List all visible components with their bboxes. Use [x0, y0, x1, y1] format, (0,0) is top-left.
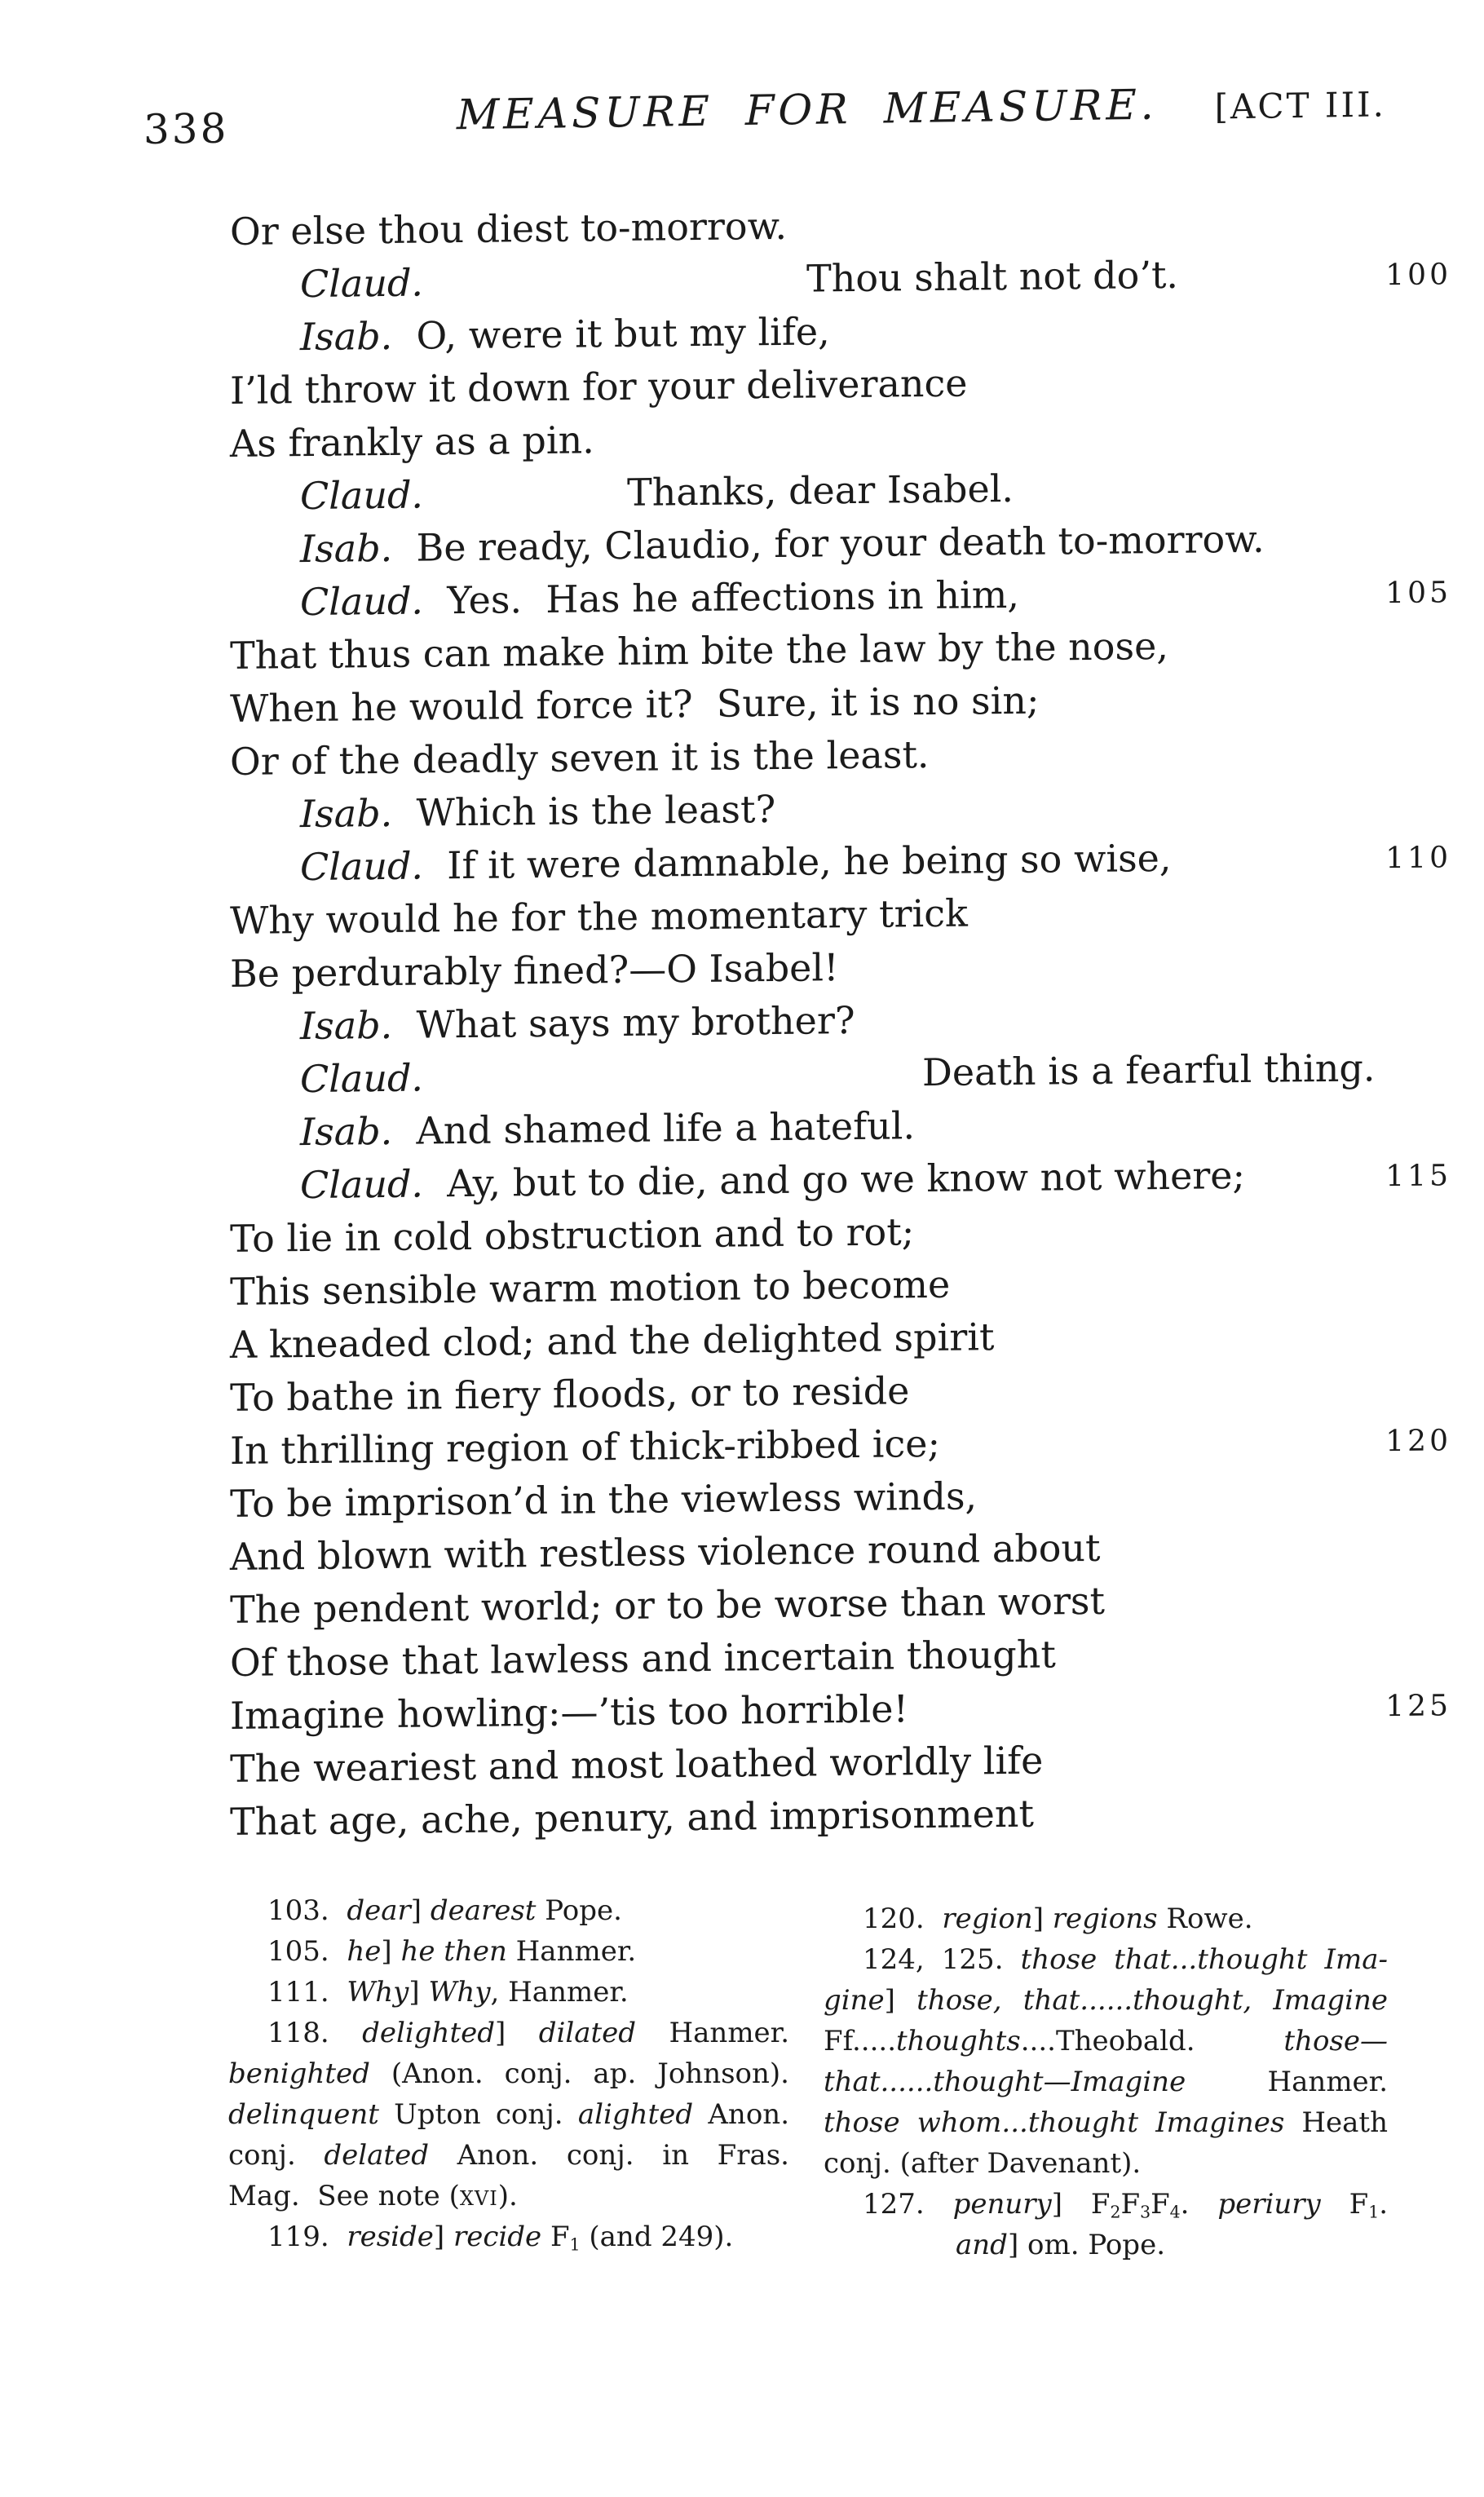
italic-text-segment: Isab. [300, 313, 393, 360]
text-segment: That age, ache, penury, and imprisonment [230, 1791, 1034, 1844]
italic-text-segment: regions [1052, 1903, 1158, 1935]
text-segment: Thou shalt not do’t. [806, 252, 1179, 301]
footnote-line [824, 1939, 1388, 1980]
italic-text-segment: periury [1217, 2188, 1321, 2221]
text-segment: And blown with restless violence round about [230, 1525, 1101, 1579]
text-segment: F [1151, 2188, 1170, 2221]
italic-text-segment: thoughts [896, 2025, 1021, 2057]
text-segment: Heath [1284, 2106, 1388, 2139]
text-segment: 2 [1110, 2202, 1121, 2222]
italic-text-segment: those— [1283, 2025, 1388, 2057]
text-segment: Yes. Has he affections in him, [423, 572, 1019, 623]
text-segment: (Anon. conj. ap. Johnson). [369, 2057, 789, 2090]
textual-notes-right-column [824, 1898, 1388, 2265]
italic-text-segment: Isab. [300, 525, 393, 572]
italic-text-segment: those, that......thought, Imagine [916, 1984, 1388, 2017]
italic-text-segment: those that...thought Ima- [1020, 1943, 1388, 1976]
footnote-line [824, 1980, 1388, 2021]
italic-text-segment: Claud. [300, 1055, 424, 1102]
text-segment: , Hanmer. [490, 1976, 629, 2009]
text-segment: That thus can make him bite the law by the nose, [230, 623, 1168, 678]
text-segment: Ff..... [824, 2025, 897, 2057]
text-segment: 1 [1368, 2202, 1380, 2222]
running-title: MEASURE FOR MEASURE. [457, 81, 1158, 140]
text-segment: The weariest and most loathed worldly life [230, 1738, 1044, 1791]
text-segment: . [1180, 2188, 1218, 2221]
text-segment: If it were damnable, he being so wise, [423, 835, 1172, 888]
act-scene-header: [ACT III. [1214, 84, 1386, 127]
text-segment: 1 [569, 2234, 581, 2255]
text-segment: . [1379, 2188, 1388, 2221]
italic-text-segment: Isab. [300, 1002, 393, 1049]
italic-text-segment: benighted [228, 2057, 370, 2090]
italic-text-segment: Claud. [300, 843, 424, 890]
text-segment: To lie in cold obstruction and to rot; [230, 1209, 915, 1261]
italic-text-segment: delinquent [228, 2098, 379, 2131]
italic-text-segment: penury [952, 2188, 1052, 2221]
text-segment: ] [1032, 1903, 1053, 1935]
italic-text-segment: and [956, 2229, 1008, 2261]
italic-text-segment: dear [347, 1894, 411, 1927]
text-segment: Why would he for the momentary trick [230, 891, 968, 943]
text-segment: 118. [267, 2017, 363, 2049]
italic-text-segment: delighted [362, 2017, 496, 2049]
italic-text-segment: dilated [538, 2017, 637, 2049]
footnote-line [228, 2176, 789, 2216]
italic-text-segment: Claud. [300, 260, 424, 307]
text-segment: When he would force it? Sure, it is no sin; [230, 678, 1040, 731]
italic-text-segment: Claud. [300, 578, 424, 625]
footnote-line [228, 2013, 789, 2053]
text-segment: ] F [1051, 2188, 1111, 2221]
verse-line-number: 110 [1385, 841, 1451, 876]
italic-text-segment: reside [347, 2221, 434, 2253]
text-segment: O, were it but my life, [392, 309, 830, 358]
text-segment: ] om. Pope. [1007, 2229, 1165, 2261]
footnote-line [824, 2184, 1388, 2225]
italic-text-segment: recide [453, 2221, 542, 2253]
italic-text-segment: that......thought—Imagine [824, 2066, 1186, 2098]
text-segment: Which is the least? [392, 786, 776, 835]
verse-line-number: 105 [1385, 576, 1451, 611]
text-segment: ....Theobald. [1020, 2025, 1284, 2057]
text-segment: xvi [459, 2180, 498, 2212]
text-segment: I’ld throw it down for your deliverance [230, 360, 968, 413]
text-segment: Be perdurably fined?—O Isabel! [230, 945, 839, 996]
footnote-line [228, 1931, 789, 1972]
text-segment: Thanks, dear Isabel. [627, 466, 1014, 515]
text-segment: The pendent world; or to be worse than worst [230, 1578, 1106, 1632]
text-segment: F [541, 2221, 570, 2253]
italic-text-segment: he then [400, 1935, 507, 1968]
text-segment: Or else thou diest to-morrow. [230, 203, 788, 254]
text-segment: 105. [267, 1935, 347, 1968]
text-segment: Ay, but to die, and go we know not where; [423, 1152, 1246, 1206]
footnote-line [228, 2053, 789, 2094]
text-segment: Mag. See note ( [228, 2180, 460, 2212]
italic-text-segment: delated [324, 2139, 429, 2172]
text-segment: 120. [863, 1903, 943, 1935]
running-header [144, 77, 1386, 153]
footnote-line [824, 2102, 1388, 2143]
footnote-line [228, 2094, 789, 2135]
text-segment: This sensible warm motion to become [230, 1262, 951, 1314]
footnote-line [228, 2216, 789, 2257]
text-segment: 3 [1140, 2202, 1151, 2222]
play-text-block [230, 192, 1451, 1849]
text-segment: F [1120, 2188, 1141, 2221]
text-segment: Rowe. [1157, 1903, 1253, 1935]
text-segment: ] [433, 2221, 453, 2253]
italic-text-segment: Why [428, 1976, 491, 2009]
text-segment: Or of the deadly seven it is the least. [230, 732, 930, 784]
text-segment: conj. (after Davenant). [824, 2147, 1142, 2180]
italic-text-segment: Isab. [300, 790, 393, 837]
footnote-line [824, 1898, 1388, 1939]
italic-text-segment: region [942, 1903, 1033, 1935]
text-segment: 119. [267, 2221, 347, 2253]
page-number: 338 [144, 104, 229, 153]
text-segment: Hanmer. [1186, 2066, 1388, 2098]
italic-text-segment: dearest [430, 1894, 537, 1927]
footnote-line [824, 2021, 1388, 2062]
text-segment: Imagine howling:—’tis too horrible! [230, 1686, 908, 1738]
text-segment: 4 [1169, 2202, 1181, 2222]
italic-text-segment: Isab. [300, 1108, 393, 1155]
text-segment: 124, 125. [863, 1943, 1021, 1976]
text-segment: 111. [267, 1976, 347, 2009]
footnote-line [228, 1972, 789, 2013]
footnote-line [228, 1890, 789, 1931]
text-segment: 103. [267, 1894, 347, 1927]
text-segment: conj. [228, 2139, 325, 2172]
text-segment: To be imprison’d in the viewless winds, [230, 1474, 978, 1526]
text-segment: Be ready, Claudio, for your death to-morrow. [392, 516, 1265, 570]
text-segment: What says my brother? [392, 997, 855, 1047]
text-segment: Anon. [693, 2098, 789, 2131]
italic-text-segment: Why [347, 1976, 409, 2009]
text-segment: Pope. [536, 1894, 622, 1927]
text-segment: In thrilling region of thick-ribbed ice; [230, 1421, 940, 1473]
text-segment: As frankly as a pin. [230, 418, 594, 466]
text-segment: Death is a fearful thing. [922, 1045, 1376, 1095]
text-segment: ] [884, 1984, 917, 2017]
text-segment: 127. [863, 2188, 953, 2221]
text-segment: Of those that lawless and incertain thought [230, 1632, 1056, 1685]
text-segment: Hanmer. [506, 1935, 637, 1968]
verse-line-number: 115 [1385, 1159, 1451, 1194]
italic-text-segment: Claud. [300, 1161, 424, 1208]
verse-line-number: 120 [1385, 1424, 1451, 1459]
text-segment: ] [410, 1894, 431, 1927]
text-segment: And shamed life a hateful. [392, 1103, 916, 1153]
italic-text-segment: gine [824, 1984, 885, 2017]
text-segment: Anon. conj. in Fras. [428, 2139, 789, 2172]
verse-line-number: 125 [1385, 1689, 1451, 1724]
verse-line-number: 100 [1385, 258, 1451, 293]
footnote-line [824, 2143, 1388, 2184]
text-segment: A kneaded clod; and the delighted spirit [230, 1315, 995, 1367]
textual-notes-left-column [228, 1890, 789, 2257]
text-segment: ] [409, 1976, 429, 2009]
text-segment: Hanmer. [636, 2017, 789, 2049]
text-segment: Upton conj. [378, 2098, 578, 2131]
footnote-line [228, 2135, 789, 2176]
text-segment: ). [497, 2180, 518, 2212]
text-segment: ] [495, 2017, 539, 2049]
text-segment: ] [381, 1935, 401, 1968]
italic-text-segment: he [347, 1935, 382, 1968]
footnote-line [824, 2225, 1388, 2265]
text-segment: (and 249). [580, 2221, 734, 2253]
text-segment: F [1320, 2188, 1369, 2221]
italic-text-segment: those whom...thought Imagines [824, 2106, 1285, 2139]
italic-text-segment: Claud. [300, 472, 424, 519]
italic-text-segment: alighted [577, 2098, 694, 2131]
text-segment: To bathe in fiery floods, or to reside [230, 1368, 910, 1420]
footnote-line [824, 2062, 1388, 2102]
